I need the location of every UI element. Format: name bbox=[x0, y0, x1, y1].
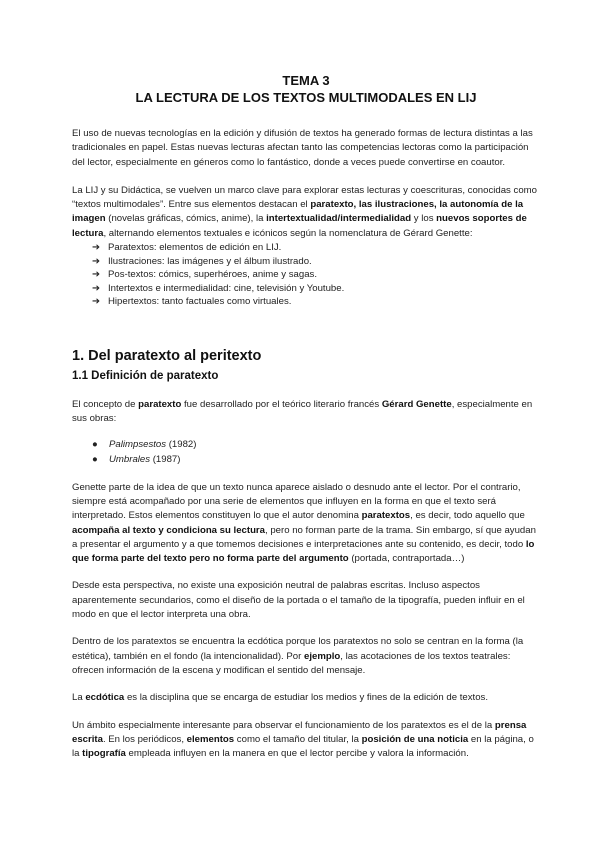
genette-works-list bbox=[72, 437, 540, 467]
title-line-2: LA LECTURA DE LOS TEXTOS MULTIMODALES EN LIJ bbox=[135, 90, 477, 105]
multimodal-elements-list bbox=[72, 241, 540, 309]
intro-paragraph-2: La LIJ y su Didáctica, se vuelven un marco clave para explorar estas lecturas y coescrituras, conocidas como “textos multimodales”. Entre sus elementos destacan el paratexto, las ilustraciones, la autonomía de la imagen (novelas gráficas, cómics, anime), la intertextualidad/intermedialidad y los nuevos soportes de lectura, alternando elementos textuales e icónicos según la nomenclatura de Gérard Genette: bbox=[72, 184, 537, 239]
ecdotica-definition-paragraph: La ecdótica es la disciplina que se encarga de estudiar los medios y fines de la edición de textos. bbox=[72, 692, 488, 704]
list-item: ➔ Hipertextos: tanto factuales como virtuales. bbox=[92, 296, 292, 308]
arrow-icon: ➔ bbox=[92, 282, 101, 294]
title-line-1: TEMA 3 bbox=[282, 73, 330, 88]
section-heading: 1. Del paratexto al peritexto bbox=[72, 348, 262, 365]
perspective-paragraph: Desde esta perspectiva, no existe una exposición neutral de palabras escritas. Incluso aspectos aparentemente secundarios, como el diseño de la portada o el tamaño de la tipografía, pueden influir en el modo en que el lector interpreta una obra. bbox=[72, 580, 525, 621]
list-item: ➔ Ilustraciones: las imágenes y el álbum ilustrado. bbox=[92, 255, 312, 267]
list-item: ➔ Intertextos e intermedialidad: cine, televisión y Youtube. bbox=[92, 282, 345, 294]
intro-paragraph-1: El uso de nuevas tecnologías en la edición y difusión de textos ha generado formas de lectura distintas a las tradicionales en papel. Estas nuevas lecturas afectan tanto las competencias lectoras como la participación del lector, especialmente en géneros como lo fantástico, donde a veces puede convertirse en coautor. bbox=[72, 128, 533, 168]
arrow-icon: ➔ bbox=[92, 269, 101, 281]
bullet-icon: ● bbox=[92, 453, 98, 465]
bullet-icon: ● bbox=[92, 438, 98, 450]
subsection-heading: 1.1 Definición de paratexto bbox=[72, 370, 219, 383]
list-item: ● Palimpsestos (1982) bbox=[92, 438, 197, 450]
prensa-paragraph: Un ámbito especialmente interesante para observar el funcionamiento de los paratextos es el de la prensa escrita. En los periódicos, elementos como el tamaño del titular, la posición de una noticia en la página, o la tipografía empleada influyen en la manera en que el lector percibe y valora la información. bbox=[72, 719, 534, 760]
arrow-icon: ➔ bbox=[92, 242, 101, 254]
ecdotica-paragraph: Dentro de los paratextos se encuentra la ecdótica porque los paratextos no solo se centran en la forma (la estética), también en el fondo (la intencionalidad). Por ejemplo, las acotaciones de los textos teatrales: ofrecen información de la escena y modifican el sentido del mensaje. bbox=[72, 636, 524, 676]
arrow-icon: ➔ bbox=[92, 296, 101, 308]
paratexto-definition-paragraph: El concepto de paratexto fue desarrollado por el teórico literario francés Gérard Genette, especialmente en sus obras: bbox=[72, 399, 533, 425]
list-item: ➔ Paratextos: elementos de edición en LIJ. bbox=[92, 242, 282, 254]
page-title bbox=[72, 72, 540, 106]
arrow-icon: ➔ bbox=[92, 255, 101, 267]
genette-paragraph: Genette parte de la idea de que un texto nunca aparece aislado o desnudo ante el lector. Por el contrario, siempre está acompañado por una serie de elementos que influyen en la forma en que el texto será interpretado. Estos elementos constituyen lo que el autor denomina paratextos, es decir, todo aquello que acompaña al texto y condiciona su lectura, pero no forman parte de la trama. Sin embargo, sí que ayudan a presentar el argumento y a que tomemos decisiones e interpretaciones ante su contenido, es decir, todo lo que forma parte del texto pero no forma parte del argumento (portada, contraportada…) bbox=[72, 481, 536, 565]
list-item: ● Umbrales (1987) bbox=[92, 453, 181, 465]
list-item: ➔ Pos-textos: cómics, superhéroes, anime y sagas. bbox=[92, 269, 318, 281]
